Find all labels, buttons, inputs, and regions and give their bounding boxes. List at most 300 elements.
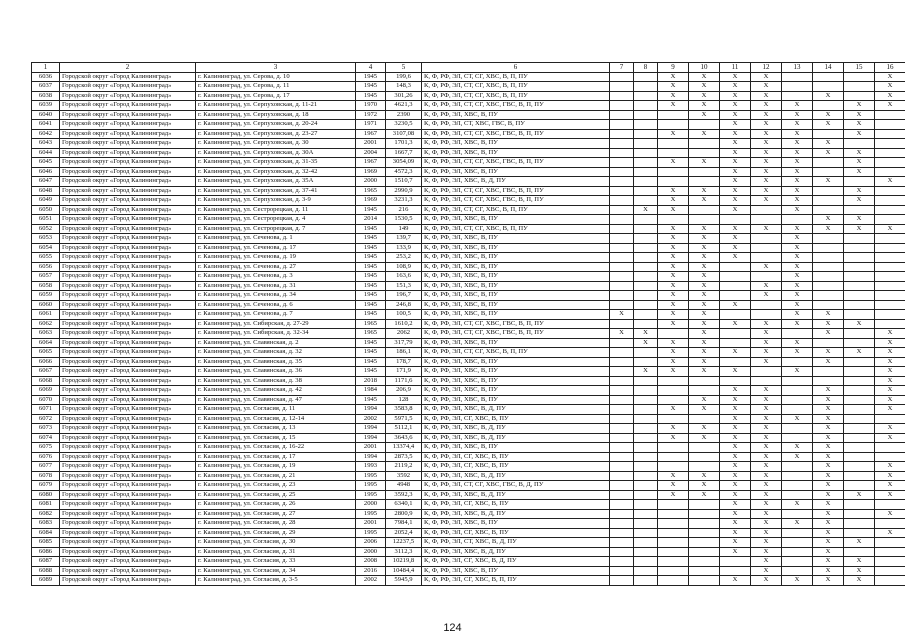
table-cell — [751, 300, 782, 310]
table-cell: 1667,7 — [386, 148, 422, 158]
table-cell: X — [720, 538, 751, 548]
table-cell: Городской округ «Город Калининград» — [60, 224, 196, 234]
table-cell — [875, 547, 905, 557]
table-cell — [610, 177, 634, 187]
table-cell: X — [782, 167, 813, 177]
table-cell — [658, 376, 689, 386]
table-row — [32, 528, 905, 538]
table-cell — [813, 243, 844, 253]
table-cell — [875, 234, 905, 244]
table-cell: 2990,9 — [386, 186, 422, 196]
table-cell: 6087 — [32, 557, 60, 567]
table-cell: X — [720, 319, 751, 329]
table-cell: Городской округ «Город Калининград» — [60, 500, 196, 510]
table-cell: 2800,9 — [386, 509, 422, 519]
table-cell: X — [658, 224, 689, 234]
table-cell: Городской округ «Город Калининград» — [60, 424, 196, 434]
table-cell — [634, 243, 658, 253]
table-cell: Городской округ «Город Калининград» — [60, 566, 196, 576]
table-cell: г. Калининград, ул. Сеченова, д. 7 — [196, 310, 356, 320]
table-cell — [844, 272, 875, 282]
table-cell — [782, 490, 813, 500]
table-cell: X — [844, 224, 875, 234]
table-cell — [720, 357, 751, 367]
table-cell: 1945 — [356, 224, 386, 234]
table-cell: 6043 — [32, 139, 60, 149]
table-cell: X — [720, 72, 751, 82]
table-cell: X — [751, 101, 782, 111]
table-cell: 6061 — [32, 310, 60, 320]
table-cell: X — [844, 186, 875, 196]
table-cell: Городской округ «Город Калининград» — [60, 177, 196, 187]
table-cell: X — [875, 395, 905, 405]
table-cell: К, Ф, РФ, ЭЛ, ХВС, В, Д, ПУ — [422, 433, 610, 443]
table-cell: X — [813, 348, 844, 358]
table-cell — [634, 348, 658, 358]
table-cell: К, Ф, РФ, ЭЛ, ХВС, В, ПУ — [422, 281, 610, 291]
table-cell — [634, 224, 658, 234]
table-cell — [875, 272, 905, 282]
table-cell: X — [813, 120, 844, 130]
table-cell — [689, 576, 720, 586]
table-cell: X — [658, 291, 689, 301]
table-cell: X — [720, 234, 751, 244]
table-cell: 6076 — [32, 452, 60, 462]
table-row — [32, 348, 905, 358]
table-cell: X — [751, 566, 782, 576]
table-cell — [875, 205, 905, 215]
table-cell: X — [751, 167, 782, 177]
table-cell — [875, 443, 905, 453]
table-cell: X — [689, 348, 720, 358]
table-cell: К, Ф, РФ, ЭЛ, СТ, СГ, ХВС, ГВС, В, П, ПУ — [422, 129, 610, 139]
table-cell — [658, 177, 689, 187]
table-cell: X — [751, 291, 782, 301]
table-cell — [610, 129, 634, 139]
table-cell: X — [782, 129, 813, 139]
column-number: 7 — [610, 63, 634, 73]
table-cell: X — [782, 414, 813, 424]
table-cell — [634, 481, 658, 491]
table-cell: 6067 — [32, 367, 60, 377]
table-cell: X — [720, 519, 751, 529]
table-cell: Городской округ «Город Калининград» — [60, 386, 196, 396]
table-cell: X — [844, 101, 875, 111]
table-cell: X — [689, 481, 720, 491]
table-cell: X — [813, 519, 844, 529]
table-cell: К, Ф, РФ, ЭЛ, ХВС, В, ПУ — [422, 566, 610, 576]
table-cell — [782, 386, 813, 396]
table-cell — [844, 414, 875, 424]
table-cell: К, Ф, РФ, ЭЛ, ХВС, В, ПУ — [422, 243, 610, 253]
table-cell: X — [813, 538, 844, 548]
column-number: 15 — [844, 63, 875, 73]
table-cell: 6074 — [32, 433, 60, 443]
table-row — [32, 139, 905, 149]
table-cell: X — [720, 300, 751, 310]
table-cell — [634, 519, 658, 529]
table-cell: X — [782, 110, 813, 120]
table-cell: X — [689, 243, 720, 253]
table-cell — [844, 500, 875, 510]
table-cell — [658, 500, 689, 510]
table-cell: Городской округ «Город Калининград» — [60, 281, 196, 291]
table-cell: К, Ф, РФ, ЭЛ, ХВС, В, ПУ — [422, 310, 610, 320]
table-cell: X — [751, 433, 782, 443]
table-cell: X — [782, 452, 813, 462]
table-cell: X — [658, 348, 689, 358]
table-cell: К, Ф, РФ, ЭЛ, СГ, ХВС, В, ПУ — [422, 528, 610, 538]
table-cell — [720, 557, 751, 567]
table-cell — [689, 139, 720, 149]
table-cell — [610, 338, 634, 348]
table-cell — [658, 139, 689, 149]
table-cell: 2119,2 — [386, 462, 422, 472]
table-cell: X — [658, 205, 689, 215]
table-cell: К, Ф, РФ, ЭЛ, ХВС, В, ПУ — [422, 215, 610, 225]
table-cell: Городской округ «Город Калининград» — [60, 243, 196, 253]
table-cell: X — [689, 129, 720, 139]
table-cell: X — [658, 82, 689, 92]
table-cell: 1995 — [356, 471, 386, 481]
table-cell — [634, 177, 658, 187]
table-cell: 1994 — [356, 405, 386, 415]
table-cell: К, Ф, РФ, ЭЛ, СТ, СГ, ХВС, ГВС, В, П, ПУ — [422, 329, 610, 339]
table-cell — [689, 566, 720, 576]
table-cell: X — [751, 452, 782, 462]
table-cell — [634, 433, 658, 443]
table-cell: Городской округ «Город Калининград» — [60, 120, 196, 130]
table-cell: К, Ф, РФ, ЭЛ, СТ, СГ, ХВС, ГВС, В, Д, ПУ — [422, 481, 610, 491]
table-row — [32, 452, 905, 462]
table-cell: Городской округ «Город Калининград» — [60, 490, 196, 500]
table-cell: X — [720, 367, 751, 377]
table-row — [32, 129, 905, 139]
table-row — [32, 500, 905, 510]
table-cell: Городской округ «Город Калининград» — [60, 158, 196, 168]
table-cell: 12237,5 — [386, 538, 422, 548]
table-cell: X — [875, 367, 905, 377]
table-cell: X — [751, 338, 782, 348]
table-cell: 6059 — [32, 291, 60, 301]
table-cell — [610, 386, 634, 396]
table-cell: 1945 — [356, 357, 386, 367]
table-cell — [689, 528, 720, 538]
table-cell — [610, 72, 634, 82]
table-cell: X — [751, 262, 782, 272]
table-cell: X — [689, 196, 720, 206]
table-cell: Городской округ «Город Калининград» — [60, 471, 196, 481]
table-cell — [610, 576, 634, 586]
table-row — [32, 262, 905, 272]
table-cell — [875, 129, 905, 139]
table-cell: X — [658, 72, 689, 82]
table-cell: Городской округ «Город Калининград» — [60, 547, 196, 557]
table-cell: 2002 — [356, 576, 386, 586]
table-cell — [634, 234, 658, 244]
table-row — [32, 443, 905, 453]
table-cell: г. Калининград, ул. Согласия, д. 15 — [196, 433, 356, 443]
table-cell: 2006 — [356, 538, 386, 548]
table-cell: 1995 — [356, 528, 386, 538]
table-cell: 246,8 — [386, 300, 422, 310]
table-cell: X — [751, 471, 782, 481]
table-cell — [658, 576, 689, 586]
table-cell: X — [658, 186, 689, 196]
table-cell — [689, 205, 720, 215]
table-cell: 3054,09 — [386, 158, 422, 168]
table-cell: 6070 — [32, 395, 60, 405]
table-cell: г. Калининград, ул. Согласия, д. 21 — [196, 471, 356, 481]
table-row — [32, 234, 905, 244]
table-cell: X — [658, 319, 689, 329]
table-cell: 6066 — [32, 357, 60, 367]
table-cell: X — [751, 196, 782, 206]
table-cell: X — [844, 319, 875, 329]
table-cell: 6053 — [32, 234, 60, 244]
table-cell: г. Калининград, ул. Сеченова, д. 1 — [196, 234, 356, 244]
table-cell: X — [875, 376, 905, 386]
table-cell: 3112,3 — [386, 547, 422, 557]
table-cell — [844, 291, 875, 301]
table-cell: X — [658, 272, 689, 282]
table-cell: Городской округ «Город Калининград» — [60, 557, 196, 567]
table-cell: 1995 — [356, 481, 386, 491]
table-cell — [875, 243, 905, 253]
table-row — [32, 329, 905, 339]
table-cell: К, Ф, РФ, ЭЛ, ХВС, В, ПУ — [422, 519, 610, 529]
table-cell: X — [720, 471, 751, 481]
table-cell — [634, 281, 658, 291]
table-cell — [610, 262, 634, 272]
table-cell: X — [875, 101, 905, 111]
table-cell: X — [813, 509, 844, 519]
table-row — [32, 557, 905, 567]
table-cell — [875, 196, 905, 206]
table-cell: 1510,7 — [386, 177, 422, 187]
table-row — [32, 367, 905, 377]
table-cell: 6047 — [32, 177, 60, 187]
table-cell — [634, 452, 658, 462]
table-cell: X — [658, 129, 689, 139]
table-cell — [610, 281, 634, 291]
table-cell: Городской округ «Город Калининград» — [60, 253, 196, 263]
table-row — [32, 310, 905, 320]
table-cell — [634, 414, 658, 424]
table-cell: X — [875, 490, 905, 500]
table-cell — [610, 538, 634, 548]
table-cell: X — [813, 557, 844, 567]
table-cell: X — [751, 405, 782, 415]
table-cell — [634, 576, 658, 586]
table-cell: X — [634, 338, 658, 348]
table-cell: X — [782, 186, 813, 196]
table-cell: 1945 — [356, 367, 386, 377]
registry-table — [31, 62, 905, 586]
table-cell: X — [844, 148, 875, 158]
table-cell — [875, 148, 905, 158]
table-cell — [634, 167, 658, 177]
table-cell: 6063 — [32, 329, 60, 339]
table-cell: К, Ф, РФ, ЭЛ, ХВС, В, Д, ПУ — [422, 405, 610, 415]
table-cell: X — [844, 129, 875, 139]
table-cell: X — [875, 329, 905, 339]
table-cell: X — [689, 300, 720, 310]
table-cell: 6078 — [32, 471, 60, 481]
table-cell: X — [689, 319, 720, 329]
table-cell: X — [875, 224, 905, 234]
table-cell: К, Ф, РФ, ЭЛ, ХВС, В, ПУ — [422, 110, 610, 120]
table-cell — [813, 291, 844, 301]
table-cell — [720, 566, 751, 576]
table-cell: X — [813, 310, 844, 320]
table-cell: X — [751, 224, 782, 234]
table-cell — [813, 158, 844, 168]
table-cell: 2008 — [356, 557, 386, 567]
table-cell: X — [875, 177, 905, 187]
table-cell: 6069 — [32, 386, 60, 396]
table-cell: К, Ф, РФ, ЭЛ, ХВС, В, ПУ — [422, 291, 610, 301]
table-cell: X — [751, 319, 782, 329]
table-cell: 6058 — [32, 281, 60, 291]
table-cell — [751, 215, 782, 225]
table-cell — [844, 528, 875, 538]
table-cell — [634, 91, 658, 101]
table-cell: 6051 — [32, 215, 60, 225]
table-cell: 2004 — [356, 148, 386, 158]
table-cell: X — [751, 281, 782, 291]
table-cell — [689, 177, 720, 187]
table-cell — [610, 148, 634, 158]
table-cell — [658, 120, 689, 130]
table-cell: 6085 — [32, 538, 60, 548]
table-cell: X — [689, 82, 720, 92]
table-cell: К, Ф, РФ, ЭЛ, ХВС, В, Д, ПУ — [422, 547, 610, 557]
table-cell: X — [720, 101, 751, 111]
table-cell: 6048 — [32, 186, 60, 196]
table-cell — [782, 433, 813, 443]
table-cell: X — [634, 205, 658, 215]
table-cell: X — [658, 490, 689, 500]
table-cell: X — [751, 481, 782, 491]
table-cell — [610, 196, 634, 206]
table-cell: 1965 — [356, 319, 386, 329]
table-cell: К, Ф, РФ, ЭЛ, ХВС, В, ПУ — [422, 139, 610, 149]
column-number: 8 — [634, 63, 658, 73]
table-cell: 5971,5 — [386, 414, 422, 424]
table-cell: X — [689, 262, 720, 272]
table-cell: X — [813, 443, 844, 453]
table-cell: X — [875, 357, 905, 367]
table-cell: г. Калининград, ул. Согласия, д. 27 — [196, 509, 356, 519]
table-cell: 6040 — [32, 110, 60, 120]
table-cell: г. Калининград, ул. Согласия, д. 25 — [196, 490, 356, 500]
table-cell — [689, 500, 720, 510]
table-cell: К, Ф, РФ, ЭЛ, СГ, ХВС, В, ПУ — [422, 452, 610, 462]
table-cell — [813, 167, 844, 177]
table-cell: X — [751, 528, 782, 538]
table-cell — [782, 91, 813, 101]
table-cell: X — [751, 186, 782, 196]
table-cell: 6072 — [32, 414, 60, 424]
table-cell: Городской округ «Город Калининград» — [60, 462, 196, 472]
table-cell — [875, 291, 905, 301]
table-cell: 6038 — [32, 91, 60, 101]
table-cell: 3231,3 — [386, 196, 422, 206]
table-cell: X — [875, 528, 905, 538]
table-cell: Городской округ «Город Калининград» — [60, 234, 196, 244]
table-cell — [610, 167, 634, 177]
table-cell: 4572,3 — [386, 167, 422, 177]
table-cell — [844, 82, 875, 92]
table-cell: 6046 — [32, 167, 60, 177]
table-cell: Городской округ «Город Калининград» — [60, 291, 196, 301]
table-row — [32, 386, 905, 396]
table-cell: X — [658, 243, 689, 253]
table-cell: г. Калининград, ул. Славянская, д. 36 — [196, 367, 356, 377]
table-cell — [844, 376, 875, 386]
table-row — [32, 196, 905, 206]
table-cell — [610, 82, 634, 92]
table-cell: X — [875, 338, 905, 348]
table-cell: 6042 — [32, 129, 60, 139]
table-cell: 2014 — [356, 215, 386, 225]
table-cell: X — [844, 576, 875, 586]
table-cell: X — [689, 101, 720, 111]
table-cell — [658, 110, 689, 120]
table-cell: X — [720, 91, 751, 101]
table-cell: X — [689, 224, 720, 234]
table-cell: К, Ф, РФ, ЭЛ, ХВС, В, ПУ — [422, 386, 610, 396]
table-cell: 317,79 — [386, 338, 422, 348]
table-cell: 1945 — [356, 395, 386, 405]
table-cell: Городской округ «Город Калининград» — [60, 452, 196, 462]
table-cell — [610, 224, 634, 234]
table-cell: X — [813, 405, 844, 415]
table-cell: X — [782, 120, 813, 130]
table-cell: X — [813, 490, 844, 500]
table-cell: X — [720, 424, 751, 434]
table-cell: X — [720, 186, 751, 196]
table-cell: Городской округ «Город Калининград» — [60, 433, 196, 443]
table-cell: X — [720, 443, 751, 453]
table-cell: 6077 — [32, 462, 60, 472]
table-cell — [782, 462, 813, 472]
table-row — [32, 433, 905, 443]
table-cell — [844, 395, 875, 405]
table-cell: X — [689, 253, 720, 263]
table-cell: X — [720, 110, 751, 120]
table-cell: г. Калининград, ул. Сеченова, д. 6 — [196, 300, 356, 310]
table-row — [32, 490, 905, 500]
table-cell: X — [720, 148, 751, 158]
table-cell: X — [689, 338, 720, 348]
column-number: 1 — [32, 63, 60, 73]
table-cell: Городской округ «Город Калининград» — [60, 405, 196, 415]
table-cell: г. Калининград, ул. Серова, д. 10 — [196, 72, 356, 82]
table-cell: X — [720, 433, 751, 443]
table-cell — [658, 148, 689, 158]
table-cell: К, Ф, РФ, ЭЛ, СТ, СГ, ХВС, ГВС, В, П, ПУ — [422, 101, 610, 111]
table-cell — [782, 471, 813, 481]
table-cell: X — [875, 82, 905, 92]
table-cell: Городской округ «Город Калининград» — [60, 319, 196, 329]
table-row — [32, 395, 905, 405]
table-cell: X — [720, 196, 751, 206]
table-cell — [634, 386, 658, 396]
table-cell — [720, 338, 751, 348]
table-cell — [844, 443, 875, 453]
